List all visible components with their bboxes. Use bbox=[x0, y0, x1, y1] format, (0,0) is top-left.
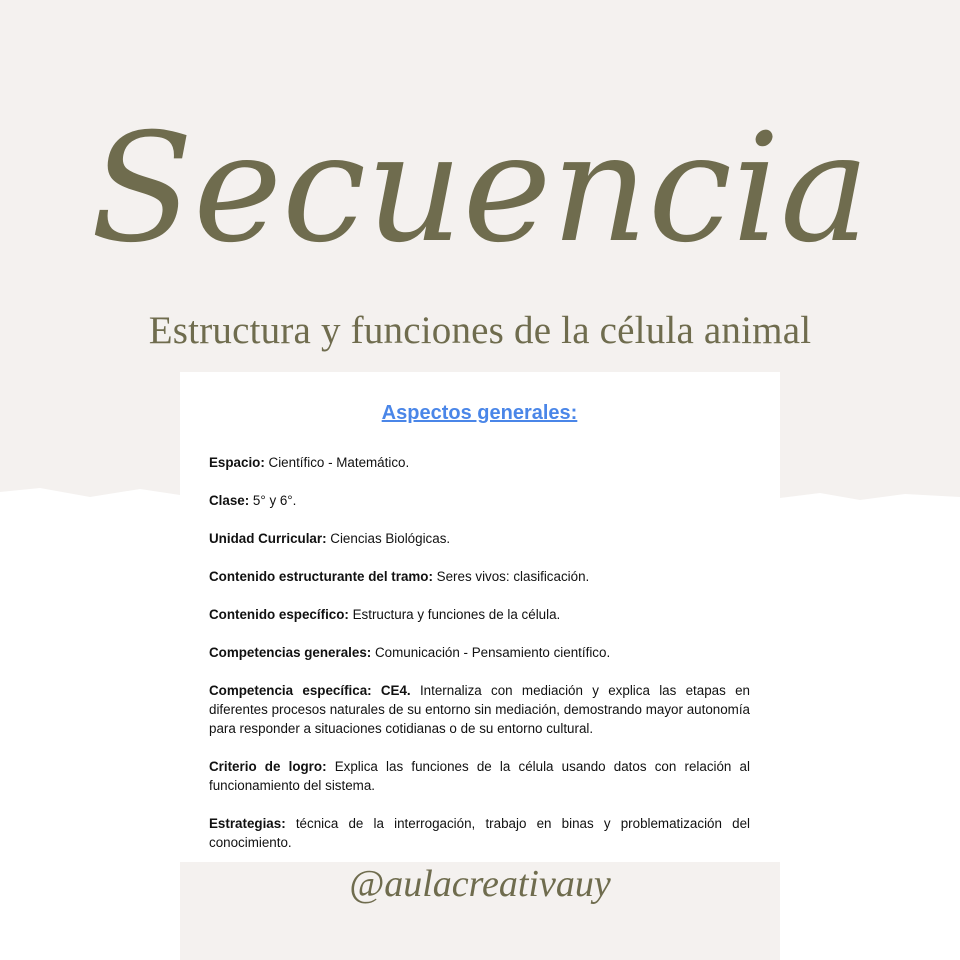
item-clase bbox=[209, 491, 750, 510]
item-label: Unidad Curricular: bbox=[209, 531, 327, 546]
item-criterio-de-logro bbox=[209, 757, 750, 795]
social-handle: @aulacreativauy bbox=[349, 863, 611, 905]
item-competencia-especifica bbox=[209, 681, 750, 738]
item-label: Clase: bbox=[209, 493, 250, 508]
item-label: Competencias generales: bbox=[209, 645, 372, 660]
document-heading: Aspectos generales: bbox=[381, 402, 578, 424]
item-text: Estructura y funciones de la célula. bbox=[348, 607, 561, 622]
page-subtitle: Estructura y funciones de la célula animal bbox=[148, 309, 812, 352]
item-label: Contenido estructurante del tramo: bbox=[209, 569, 433, 584]
item-label: Contenido específico: bbox=[209, 607, 349, 622]
item-text: 5° y 6°. bbox=[249, 493, 297, 508]
item-text: Internaliza con mediación y explica las etapas en diferentes procesos naturales de su entorno sin mediación, demostrando mayor autonomía para responder a situaciones cotidianas o de su entorno cultural. bbox=[209, 683, 750, 736]
item-contenido-especifico bbox=[209, 605, 750, 624]
item-label: Criterio de logro: bbox=[209, 759, 327, 774]
item-espacio bbox=[209, 453, 750, 472]
item-competencias-generales bbox=[209, 643, 750, 662]
item-unidad-curricular bbox=[209, 529, 750, 548]
item-text: Comunicación - Pensamiento científico. bbox=[371, 645, 611, 660]
item-label: Estrategias: bbox=[209, 816, 286, 831]
document-card bbox=[180, 372, 780, 862]
item-text: Explica las funciones de la célula usando datos con relación al funcionamiento del sistema. bbox=[209, 759, 750, 793]
item-text: Científico - Matemático. bbox=[264, 455, 410, 470]
item-text: Ciencias Biológicas. bbox=[326, 531, 451, 546]
item-label: Competencia específica: CE4. bbox=[209, 683, 411, 698]
item-contenido-estructurante bbox=[209, 567, 750, 586]
page-title: Secuencia bbox=[90, 102, 870, 276]
title-script bbox=[0, 70, 960, 310]
item-estrategias bbox=[209, 814, 750, 852]
item-label: Espacio: bbox=[209, 455, 265, 470]
item-text: técnica de la interrogación, trabajo en binas y problematización del conocimiento. bbox=[209, 816, 750, 850]
item-text: Seres vivos: clasificación. bbox=[432, 569, 590, 584]
